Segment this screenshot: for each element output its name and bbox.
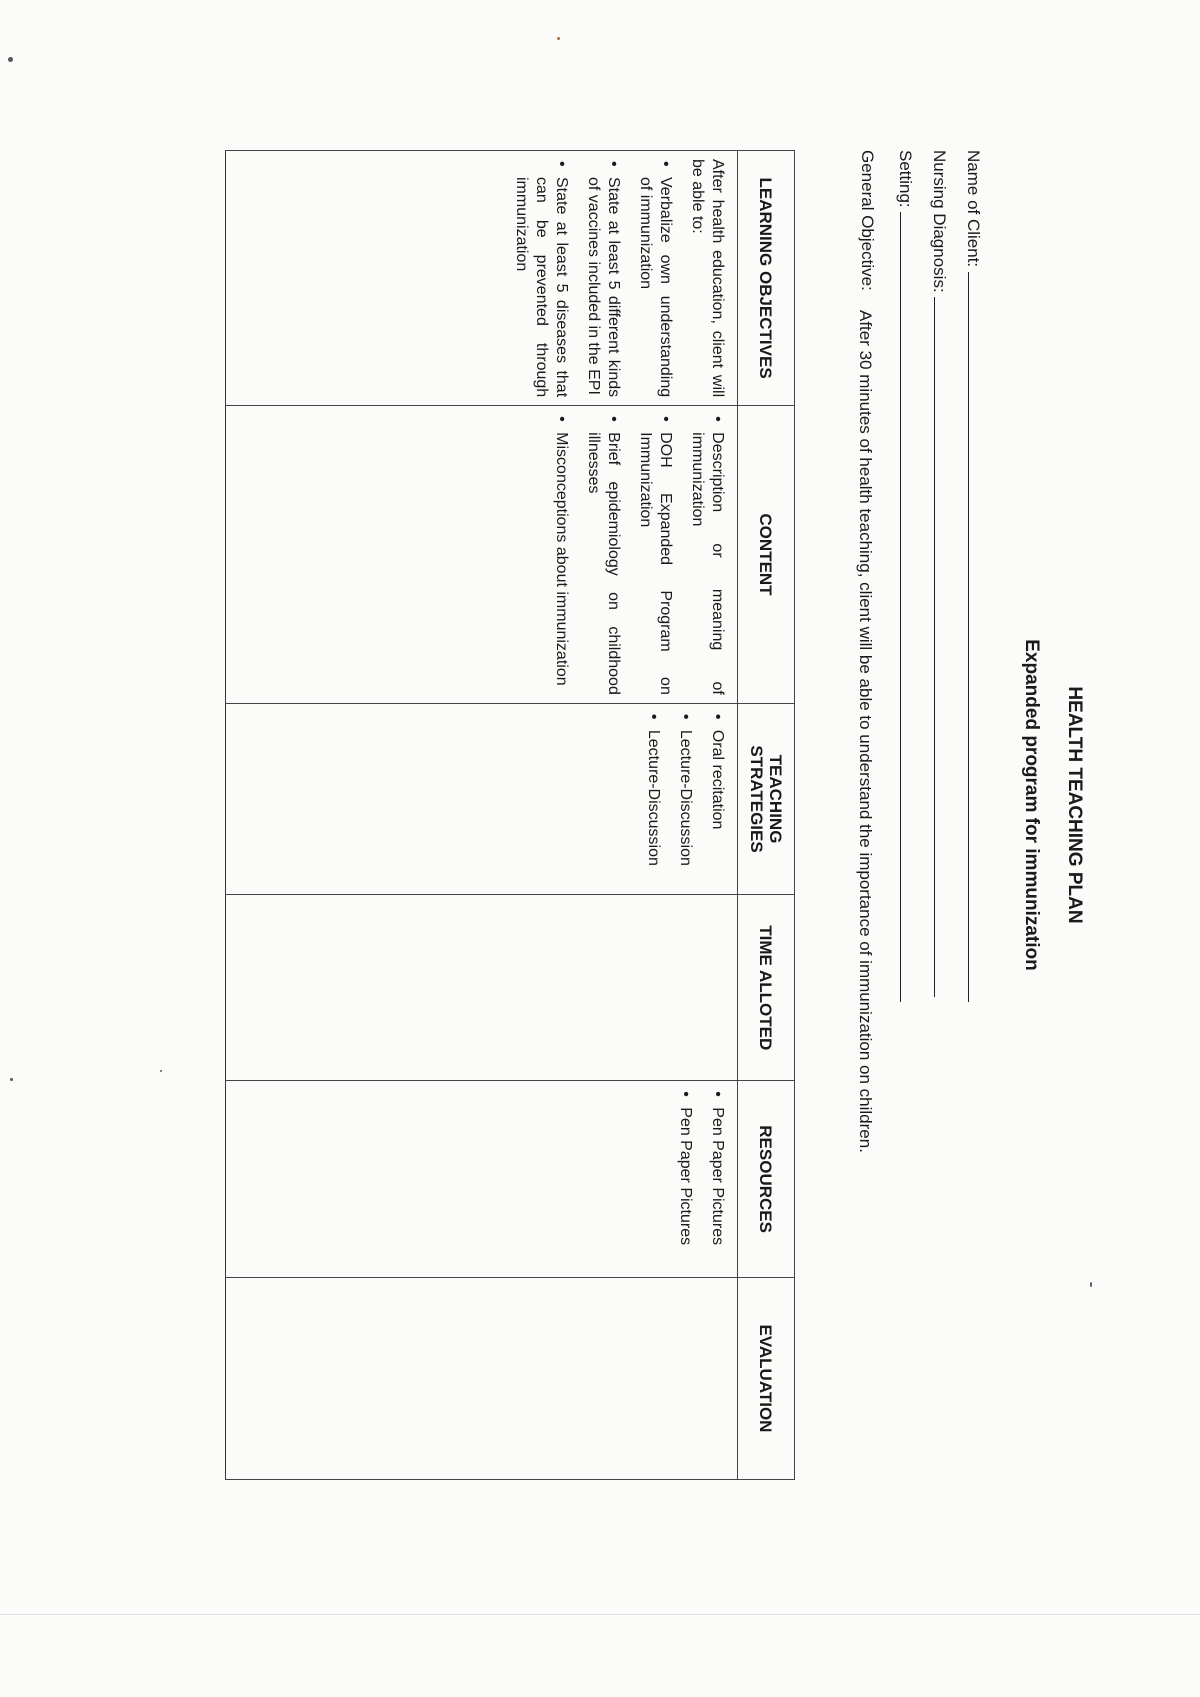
list-item: • Misconceptions about immunization xyxy=(551,414,571,695)
table-row xyxy=(226,151,738,1480)
resources-cell xyxy=(226,1081,738,1278)
name-of-client-label: Name of Client: xyxy=(964,150,983,268)
nursing-diagnosis-label: Nursing Diagnosis: xyxy=(930,150,949,293)
page-subtitle: Expanded program for immunization xyxy=(1021,639,1042,971)
list-item: • DOH Expanded Program on Immunization xyxy=(635,414,675,695)
teaching-strategies-list xyxy=(643,712,727,886)
content-list xyxy=(551,414,727,695)
scan-edge xyxy=(0,1614,1200,1615)
setting-field xyxy=(895,150,915,1002)
evaluation-cell xyxy=(226,1277,738,1479)
list-item: • Lecture-Discussion xyxy=(675,712,695,886)
page-title: HEALTH TEACHING PLAN xyxy=(1064,686,1085,924)
scan-speck xyxy=(160,1070,162,1072)
header-evaluation: EVALUATION xyxy=(738,1277,795,1479)
header-resources: RESOURCES xyxy=(738,1081,795,1278)
setting-label: Setting: xyxy=(896,150,915,208)
header-content: CONTENT xyxy=(738,406,795,704)
scan-speck xyxy=(8,57,13,62)
header-teaching-strategies: TEACHING STRATEGIES xyxy=(738,703,795,894)
name-of-client-field xyxy=(963,150,983,1002)
list-item: • Pen Paper Pictures xyxy=(675,1089,695,1269)
name-of-client-blank xyxy=(968,272,983,1002)
general-objective-label: General Objective: xyxy=(858,150,877,291)
learning-objectives-intro: After health education, client will be able to: xyxy=(689,159,726,398)
teaching-strategies-cell xyxy=(226,703,738,894)
list-item: • Verbalize own understanding of immunization xyxy=(635,159,675,397)
list-item: • State at least 5 different kinds of vaccines included in the EPI xyxy=(583,159,623,397)
nursing-diagnosis-blank xyxy=(934,297,949,997)
header-time-alloted: TIME ALLOTED xyxy=(738,895,795,1081)
teaching-plan-table xyxy=(225,150,795,1480)
list-item: • Lecture-Discussion xyxy=(643,712,663,886)
list-item: • Pen Paper Pictures xyxy=(707,1089,727,1269)
list-item: • Brief epidemiology on childhood illnesses xyxy=(583,414,623,695)
general-objective-text: After 30 minutes of health teaching, client will be able to understand the importance of immunization on children. xyxy=(856,310,875,1153)
time-alloted-cell xyxy=(226,895,738,1081)
learning-objectives-list xyxy=(511,159,675,397)
scan-speck xyxy=(10,1078,13,1081)
resources-list xyxy=(675,1089,727,1269)
teaching-plan-page xyxy=(200,150,1100,1460)
nursing-diagnosis-field xyxy=(929,150,949,997)
setting-blank xyxy=(900,212,915,1002)
content-cell xyxy=(226,406,738,704)
list-item: • Oral recitation xyxy=(707,712,727,886)
table-header-row xyxy=(738,151,795,1480)
list-item: • Description or meaning of immunization xyxy=(687,414,727,695)
header-learning-objectives: LEARNING OBJECTIVES xyxy=(738,151,795,406)
learning-objectives-cell xyxy=(226,151,738,406)
list-item: • State at least 5 diseases that can be prevented through immunization xyxy=(511,159,571,397)
scan-speck xyxy=(557,37,560,40)
